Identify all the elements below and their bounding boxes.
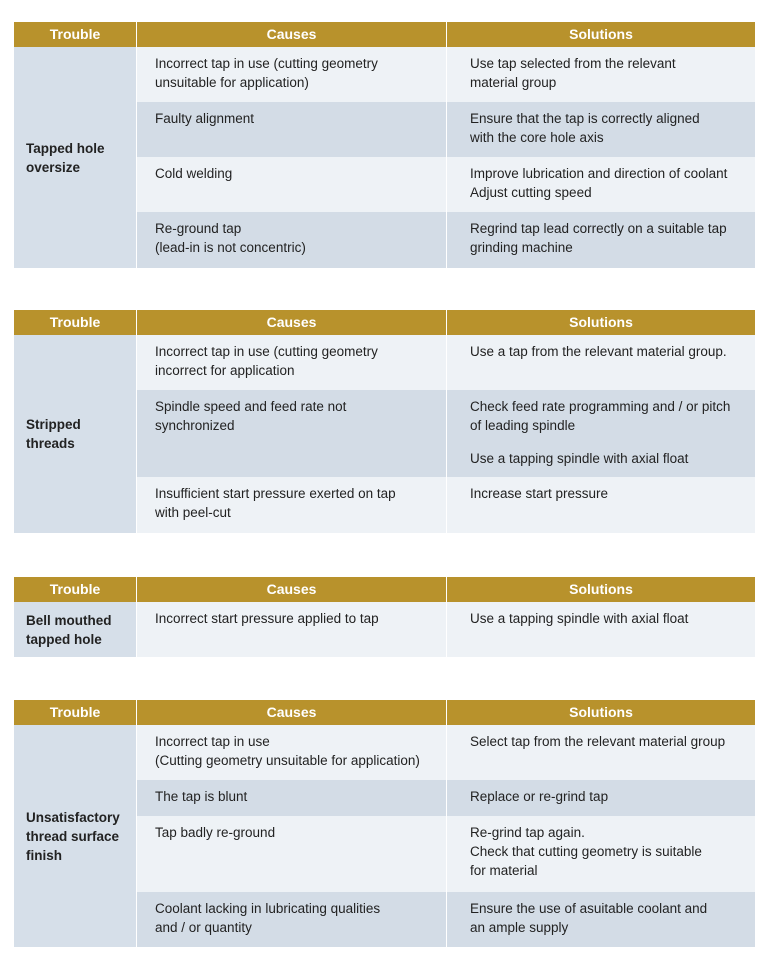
cause-cell: Coolant lacking in lubricating qualities and / or quantity — [137, 892, 447, 947]
header-causes: Causes — [137, 310, 447, 335]
solution-cell: Check feed rate programming and / or pitch of leading spindle Use a tapping spindle with axial float — [447, 390, 755, 477]
solution-cell: Increase start pressure — [447, 477, 755, 533]
solution-cell: Use a tapping spindle with axial float — [447, 602, 755, 657]
header-trouble: Trouble — [14, 22, 137, 47]
header-causes: Causes — [137, 577, 447, 602]
header-trouble: Trouble — [14, 700, 137, 725]
header-solutions: Solutions — [447, 577, 755, 602]
cause-cell: Incorrect tap in use (Cutting geometry unsuitable for application) — [137, 725, 447, 780]
cause-cell: Incorrect start pressure applied to tap — [137, 602, 447, 657]
solution-cell: Use a tap from the relevant material group. — [447, 335, 755, 390]
cause-cell: Insufficient start pressure exerted on tap with peel-cut — [137, 477, 447, 533]
cause-cell: The tap is blunt — [137, 780, 447, 816]
header-trouble: Trouble — [14, 577, 137, 602]
cause-cell: Faulty alignment — [137, 102, 447, 157]
trouble-table-3 — [14, 577, 755, 657]
header-causes: Causes — [137, 700, 447, 725]
cause-cell: Spindle speed and feed rate not synchronized — [137, 390, 447, 477]
header-solutions: Solutions — [447, 22, 755, 47]
solution-cell: Use tap selected from the relevant material group — [447, 47, 755, 102]
trouble-table-1 — [14, 22, 755, 268]
trouble-table-4 — [14, 700, 755, 947]
trouble-label: Unsatisfactory thread surface finish — [14, 725, 137, 947]
header-solutions: Solutions — [447, 310, 755, 335]
cause-cell: Incorrect tap in use (cutting geometry incorrect for application — [137, 335, 447, 390]
solution-cell: Re-grind tap again. Check that cutting geometry is suitable for material — [447, 816, 755, 892]
trouble-label: Stripped threads — [14, 335, 137, 533]
solution-cell: Select tap from the relevant material group — [447, 725, 755, 780]
solution-cell: Ensure the use of asuitable coolant and an ample supply — [447, 892, 755, 947]
trouble-label: Bell mouthed tapped hole — [14, 602, 137, 657]
header-solutions: Solutions — [447, 700, 755, 725]
solution-cell: Regrind tap lead correctly on a suitable tap grinding machine — [447, 212, 755, 268]
solution-extra: Use a tapping spindle with axial float — [470, 451, 689, 466]
trouble-label: Tapped hole oversize — [14, 47, 137, 268]
cause-cell: Incorrect tap in use (cutting geometry unsuitable for application) — [137, 47, 447, 102]
cause-cell: Cold welding — [137, 157, 447, 212]
trouble-table-2 — [14, 310, 755, 533]
header-trouble: Trouble — [14, 310, 137, 335]
solution-cell: Ensure that the tap is correctly aligned with the core hole axis — [447, 102, 755, 157]
cause-cell: Re-ground tap (lead-in is not concentric) — [137, 212, 447, 268]
solution-cell: Improve lubrication and direction of coolant Adjust cutting speed — [447, 157, 755, 212]
header-causes: Causes — [137, 22, 447, 47]
cause-cell: Tap badly re-ground — [137, 816, 447, 892]
solution-cell: Replace or re-grind tap — [447, 780, 755, 816]
